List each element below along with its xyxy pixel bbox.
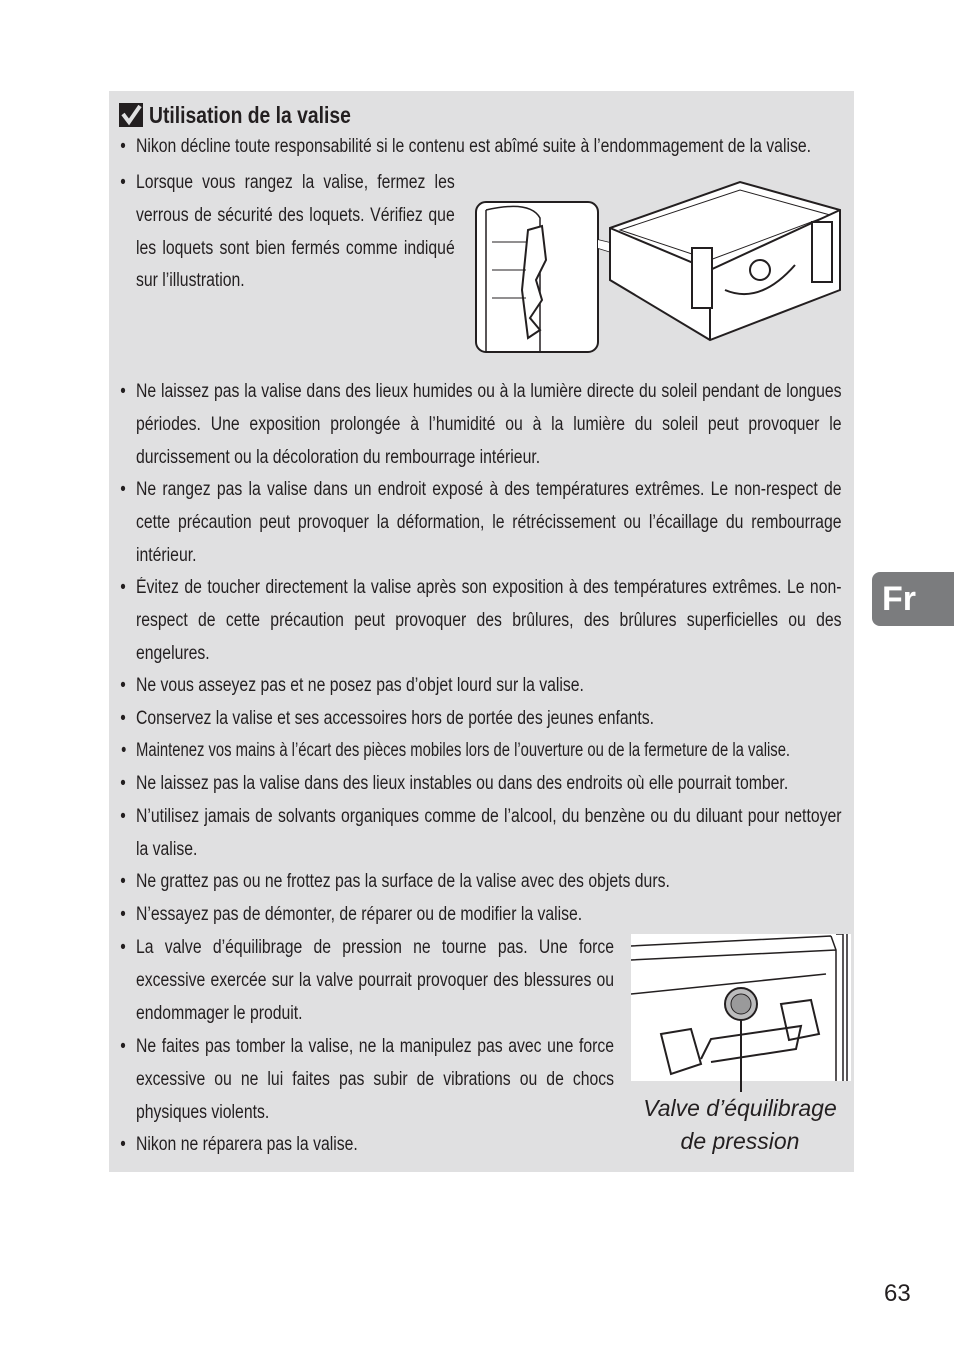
list-item: • Ne grattez pas ou ne frottez pas la surface de la valise avec des objets durs.: [120, 871, 670, 892]
section-title: Utilisation de la valise: [149, 101, 351, 128]
list-item: • Ne vous asseyez pas et ne posez pas d’objet lourd sur la valise.: [120, 675, 584, 696]
checkmark-box-icon: [119, 103, 143, 127]
list-item: • Lorsque vous rangez la valise, fermez les verrous de sécurité des loquets. Vérifiez que les loquets sont bien fermés comme indiqué sur l’illustration.: [120, 172, 455, 292]
list-item: • La valve d’équilibrage de pression ne tourne pas. Une force excessive exercée sur la valve pourrait provoquer des blessures ou endommager le produit.: [120, 937, 615, 1024]
case-latch-illustration: [470, 170, 850, 360]
list-item: • Nikon ne réparera pas la valise.: [120, 1134, 358, 1155]
page-number: 63: [884, 1280, 911, 1307]
list-item: • Ne laissez pas la valise dans des lieux humides ou à la lumière directe du soleil pendant de longues périodes. Une exposition prolongée à l’humidité ou à la lumière du soleil peut provoquer le durcissement ou la décoloration du rembourrage intérieur.: [120, 381, 842, 468]
language-tab: Fr: [872, 572, 954, 626]
list-item: • Nikon décline toute responsabilité si le contenu est abîmé suite à l’endommagement de la valise.: [120, 136, 811, 157]
list-item: • Maintenez vos mains à l’écart des pièces mobiles lors de l’ouverture ou de la fermeture de la valise.: [121, 740, 791, 761]
list-item: • Ne laissez pas la valise dans des lieux instables ou dans des endroits où elle pourrait tomber.: [120, 773, 789, 794]
section-heading: [119, 100, 389, 130]
pressure-valve-illustration: [631, 934, 851, 1092]
valve-caption: Valve d’équilibrage de pression: [643, 1095, 837, 1154]
list-item: • N’essayez pas de démonter, de réparer ou de modifier la valise.: [120, 904, 583, 925]
list-item: • N’utilisez jamais de solvants organiques comme de l’alcool, du benzène ou du diluant pour nettoyer la valise.: [120, 806, 842, 860]
list-item: • Évitez de toucher directement la valise après son exposition à des températures extrêmes. Le non-respect de cette précaution peut provoquer des brûlures, des brûlures superficielles ou des engelures.: [120, 577, 842, 664]
list-item: • Conservez la valise et ses accessoires hors de portée des jeunes enfants.: [120, 708, 655, 729]
list-item: • Ne rangez pas la valise dans un endroit exposé à des températures extrêmes. Le non-respect de cette précaution peut provoquer la déformation, le rétrécissement ou l’écaillage du rembourrage intérieur.: [120, 479, 842, 566]
list-item: • Ne faites pas tomber la valise, ne la manipulez pas avec une force excessive ou ne lui faites pas subir de vibrations ou de chocs physiques violents.: [120, 1036, 615, 1123]
